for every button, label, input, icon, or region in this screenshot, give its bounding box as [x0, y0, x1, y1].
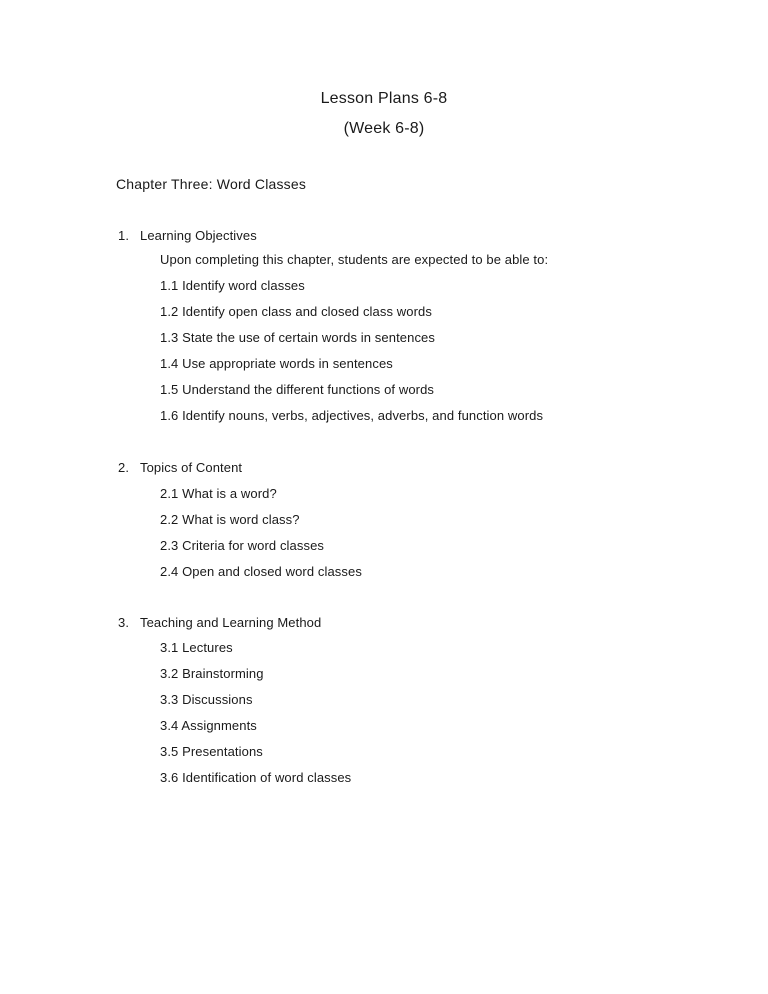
list-item: 1.1 Identify word classes [160, 278, 305, 293]
list-item: 1.4 Use appropriate words in sentences [160, 356, 393, 371]
list-item: 2.3 Criteria for word classes [160, 538, 325, 553]
page-subtitle: (Week 6-8) [343, 120, 425, 137]
list-item: 3.5 Presentations [160, 744, 263, 759]
section-heading-text: Learning Objectives [140, 228, 257, 243]
section-heading-topics-of-content [118, 460, 242, 475]
list-item: 3.6 Identification of word classes [160, 770, 352, 785]
chapter-title: Chapter Three: Word Classes [116, 176, 307, 192]
section-heading-learning-objectives [118, 228, 257, 243]
list-item: 3.1 Lectures [160, 640, 233, 655]
page-title: Lesson Plans 6-8 [320, 90, 448, 107]
section-intro: Upon completing this chapter, students are expected to be able to: [160, 252, 549, 267]
section-number: 2. [118, 460, 130, 475]
list-item: 2.1 What is a word? [160, 486, 277, 501]
section-number: 3. [118, 615, 130, 630]
section-heading-text: Topics of Content [140, 460, 243, 475]
section-number: 1. [118, 228, 130, 243]
list-item: 2.2 What is word class? [160, 512, 300, 527]
list-item: 1.6 Identify nouns, verbs, adjectives, adverbs, and function words [160, 408, 544, 423]
section-heading-teaching-and-learning-method [118, 615, 321, 630]
list-item: 1.3 State the use of certain words in sentences [160, 330, 435, 345]
list-item: 3.3 Discussions [160, 692, 253, 707]
list-item: 3.2 Brainstorming [160, 666, 264, 681]
section-heading-text: Teaching and Learning Method [140, 615, 322, 630]
list-item: 2.4 Open and closed word classes [160, 564, 362, 579]
list-item: 3.4 Assignments [160, 718, 257, 733]
list-item: 1.5 Understand the different functions of words [160, 382, 435, 397]
list-item: 1.2 Identify open class and closed class words [160, 304, 432, 319]
